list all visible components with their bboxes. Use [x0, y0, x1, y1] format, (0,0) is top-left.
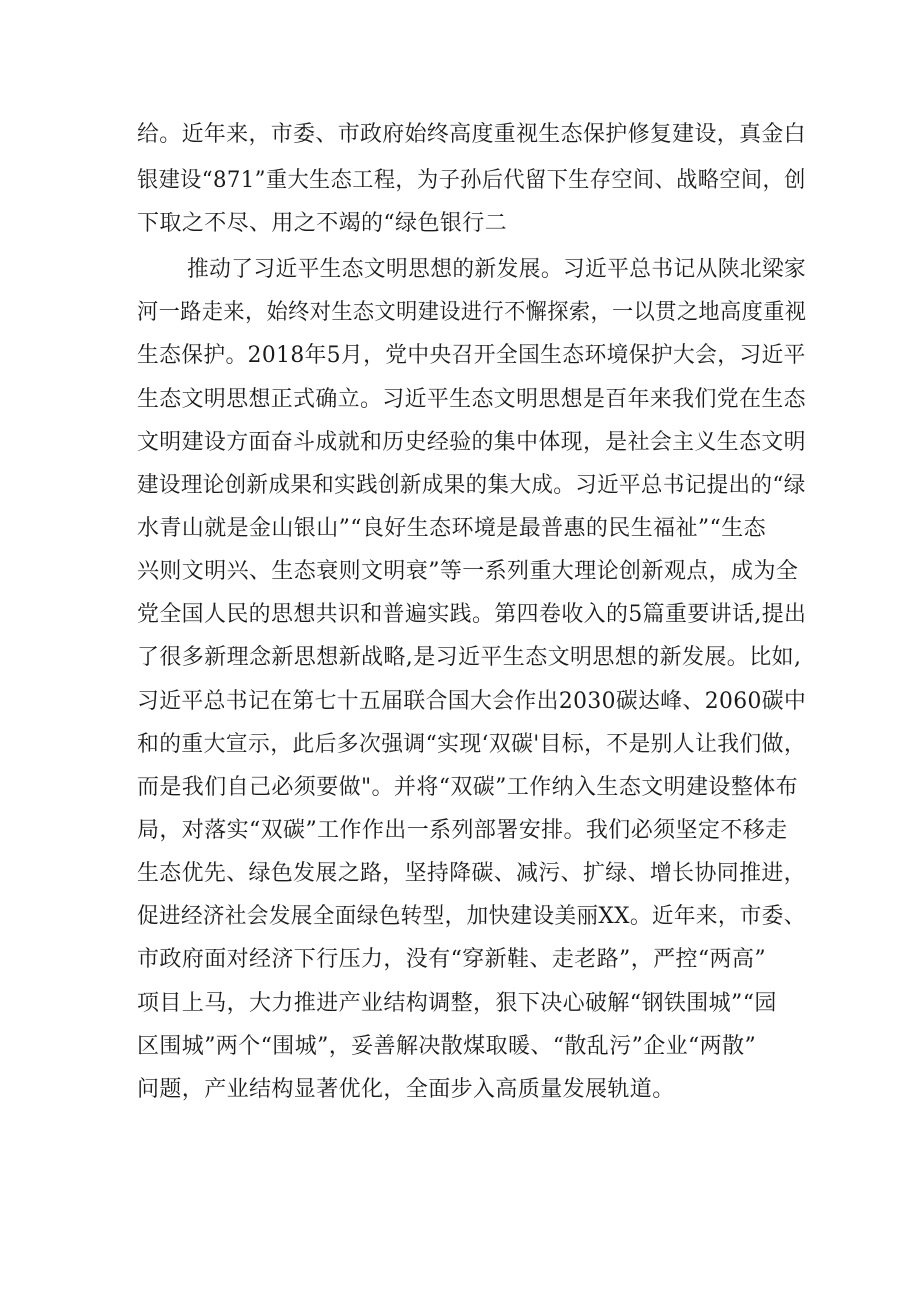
text-line: 局，对落实“双碳”工作作出一系列部署安排。我们必须坚定不移走: [137, 818, 788, 843]
text-line: 文明建设方面奋斗成就和历史经验的集中体现，是社会主义生态文明: [137, 430, 806, 455]
text-line: 建设理论创新成果和实践创新成果的集大成。习近平总书记提出的“绿: [137, 473, 806, 498]
text-line: 习近平总书记在第七十五届联合国大会作出2030碳达峰、2060碳中: [137, 689, 807, 714]
text-line: 水青山就是金山银山”“良好生态环境是最普惠的民生福祉”“生态: [137, 516, 766, 541]
text-line: 兴则文明兴、生态衰则文明衰”等一系列重大理论创新观点，成为全: [137, 559, 799, 584]
text-line: 区围城”两个“围城”，妥善解决散煤取暖、“散乱污”企业“两散”: [137, 1034, 757, 1059]
text-line: 和的重大宣示，此后多次强调“实现‘双碳'目标，不是别人让我们做，: [137, 732, 807, 757]
text-line: 市政府面对经济下行压力，没有“穿新鞋、走老路”，严控“两高”: [137, 947, 766, 972]
text-line: 问题，产业结构显著优化，全面步入高质量发展轨道。: [137, 1077, 675, 1102]
text-line: 促进经济社会发展全面绿色转型，加快建设美丽XX。近年来，市委、: [137, 904, 806, 929]
text-line: 而是我们自己必须要做"。并将“双碳”工作纳入生态文明建设整体布: [137, 775, 799, 800]
text-line: 生态保护。2018年5月，党中央召开全国生态环境保护大会，习近平: [137, 343, 806, 368]
text-line: 生态优先、绿色发展之路，坚持降碳、减污、扩绿、增长协同推进，: [137, 861, 806, 886]
text-line: 了很多新理念新思想新战略,是习近平生态文明思想的新发展。比如,: [137, 645, 802, 670]
text-line: 推动了习近平生态文明思想的新发展。习近平总书记从陕北梁家: [187, 257, 807, 282]
text-line: 生态文明思想正式确立。习近平生态文明思想是百年来我们党在生态: [137, 387, 806, 412]
text-line: 给。近年来，市委、市政府始终高度重视生态保护修复建设，真金白: [137, 122, 806, 147]
text-line: 河一路走来，始终对生态文明建设进行不懈探索，一以贯之地高度重视: [137, 300, 807, 325]
text-line: 党全国人民的思想共识和普遍实践。第四卷收入的5篇重要讲话,提出: [137, 602, 807, 627]
text-line: 下取之不尽、用之不竭的“绿色银行二: [137, 211, 508, 236]
text-line: 银建设“871”重大生态工程，为子孙后代留下生存空间、战略空间，创: [137, 168, 806, 193]
text-line: 项目上马，大力推进产业结构调整，狠下决心破解“钢铁围城”“园: [137, 991, 777, 1016]
